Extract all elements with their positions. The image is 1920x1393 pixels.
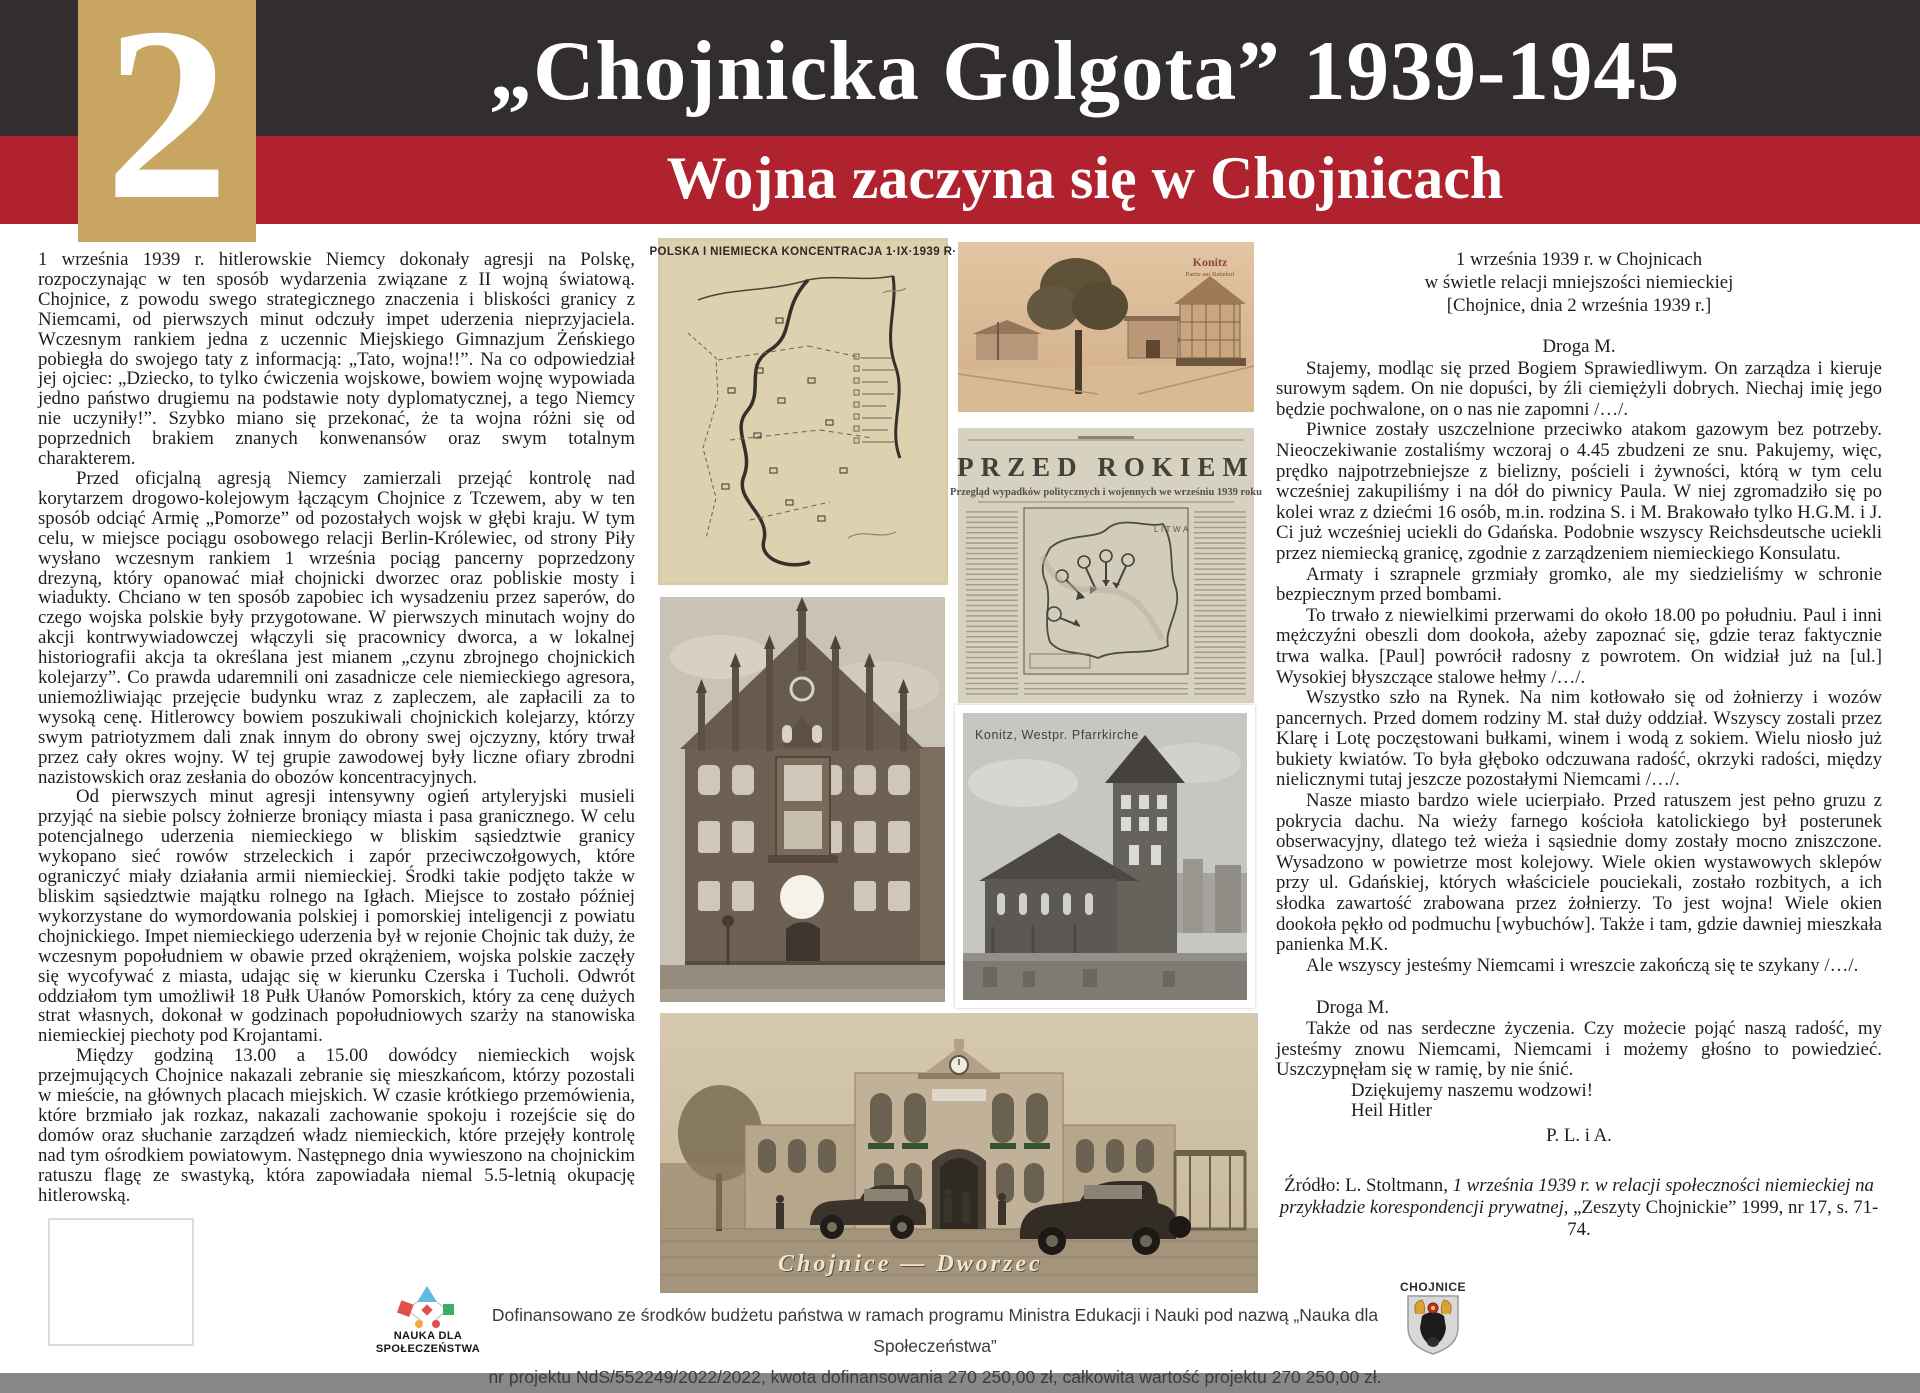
right-text-column	[1276, 248, 1882, 1241]
postcard-subcaption: Partie am Bahnhof	[1185, 271, 1235, 278]
paragraph: Stajemy, modląc się przed Bogiem Sprawiedliwym. On zarządza i kieruje surowym sądem. On nie dopuści, by źli ciemiężyli dobrych. Niechaj imię jego będzie pochwalone, on o nas nie zapomni /…/.	[1276, 357, 1882, 420]
newspaper-clipping-photo	[950, 428, 1262, 703]
letter-body-2	[1276, 1019, 1882, 1081]
letter-body-1	[1276, 359, 1882, 977]
newspaper-subhead: Przegląd wypadków politycznych i wojennych we wrześniu 1939 roku	[950, 487, 1262, 498]
source-citation	[1276, 1175, 1882, 1241]
station-caption: Chojnice — Dworzec	[778, 1251, 1043, 1277]
letter-heading-line2: w świetle relacji mniejszości niemieckiej	[1424, 272, 1734, 293]
newspaper-headline: PRZED ROKIEM	[957, 452, 1255, 482]
station-photo	[660, 1013, 1258, 1293]
postcard-caption: Konitz	[1192, 255, 1228, 269]
map-photo	[649, 238, 957, 585]
letter-heading-line1: 1 września 1939 r. w Chojnicach	[1455, 249, 1703, 270]
chojnice-crest-icon	[1404, 1294, 1462, 1356]
letter-heil-line: Heil Hitler	[1351, 1100, 1432, 1122]
paragraph: Armaty i szrapnele grzmiały gromko, ale my siedzieliśmy w schronie bezpiecznym przed bombami.	[1276, 563, 1882, 606]
newspaper-map-label: LITWA	[1154, 525, 1191, 534]
page-subtitle: Wojna zaczyna się w Chojnicach	[666, 145, 1504, 211]
paragraph: Przed oficjalną agresją Niemcy zamierzali przejąć kontrolę nad korytarzem drogowo-kolejowym łączącym Chojnice z Tczewem, aby w ten sposób odciąć Armię „Pomorze” od pozostałych wojsk w głębi kraju. W tym celu, w miejsce pociągu osobowego relacji Berlin-Królewiec, od strony Piły wysłano wczesnym rankiem 1 września pociąg pancerny poprzedzony drezyną, który opanować miał chojnicki dworzec oraz pobliskie mosty i wiadukty. Chciano w ten sposób zapobiec ich wysadzeniu przez saperów, do czego wojska polskie były przygotowane. W pierwszych minutach wojny do akcji kontrwywiadowczej włączyli się pracownicy dworca, a w lokalnej historiografii akcja ta określana jest mianem „czynu zbrojnego chojnickich kolejarzy”. Co prawda udaremnili oni zasadnicze cele niemieckiego agresora, uniemożliwiając przejęcie budynku wraz z zapleczem, ale zapłacili za to wysoką cenę. Hitlerowcy bowiem poszukiwali chojnickich kolejarzy, którzy swym patriotyzmem dali znak innym do obrony swej ojczyzny, który trwał przez cały okres wojny. W tej grupie zawodowej były liczne ofiary zbrodni nazistowskich oraz zesłania do obozów koncentracyjnych.	[38, 467, 635, 788]
letter-salutation-1: Droga M.	[1542, 336, 1616, 357]
source-title: 1 września 1939 r. w relacji społeczności niemieckiej na przykładzie korespondencji prywatnej	[1279, 1174, 1874, 1218]
station-illustration	[660, 1013, 1258, 1293]
map-illustration	[649, 238, 957, 585]
paragraph: Nasze miasto bardzo wiele ucierpiało. Przed ratuszem jest pełno gruzu z pokrycia dachu. Na wieży farnego kościoła katolickiego był posterunek obserwacyjny, dlatego też wieża i sąsiednie domy zostały mocno zniszczone. Wysadzono w powietrze most kolejowy. Wiele okien wystawowych sklepów przy ul. Gdańskiej, których właściciele pouciekali, zostało rozbitych, a ich słodka zawartość zrabowana przez żołnierzy. To jest wojna! Wiele okien dookoła pękło od podmuchu [wybuchów]. Także i tam, gdzie dawniej mieszkała panienka M.K.	[1276, 790, 1882, 956]
church-caption: Konitz, Westpr. Pfarrkirche	[975, 728, 1139, 742]
postcard-photo	[958, 242, 1254, 412]
source-prefix: Źródło: L. Stoltmann,	[1284, 1174, 1453, 1196]
letter-heading-line3: [Chojnice, dnia 2 września 1939 r.]	[1446, 295, 1712, 316]
funding-text	[480, 1300, 1390, 1393]
nauka-logo-icon	[389, 1284, 467, 1330]
postcard-illustration	[958, 242, 1254, 412]
nauka-label-line1: NAUKA DLA	[393, 1330, 463, 1342]
chojnice-crest	[1398, 1280, 1468, 1361]
church-photo	[955, 705, 1255, 1008]
left-text-column	[38, 250, 635, 1206]
paragraph: Od pierwszych minut agresji intensywny ogień artyleryjski musieli przyjąć na siebie polscy żołnierze broniący miasta i pasa granicznego. W celu potencjalnego uderzenia niemieckiego w bliskim sąsiedztwie granicy wykopano sieć rowów strzeleckich i zapór przeciwczołgowych, które ograniczyć miały działania armii niemieckiej. Środki takie podjęto także w bliskim sąsiedztwie majątku rolnego na Igłach. Miejsce to zostało później wykorzystane do wymordowania polskiej i pomorskiej inteligencji z powiatu chojnickiego. Impet niemieckiego uderzenia był w rejonie Chojnic tak duży, że wczesnym popołudniem w obawie przed okrążeniem, wojska polskie zaczęły się wycofywać z miasta, udając się w kierunku Czerska i Tucholi. Odwrót oddziałom tym umożliwił 18 Pułk Ułanów Pomorskich, który za cenę dużych strat własnych, dokonał w godzinach popołudniowych szarży na stanowiska niemieckiej piechoty pod Krojantami.	[38, 786, 635, 1047]
paragraph: 1 września 1939 r. hitlerowskie Niemcy dokonały agresji na Polskę, rozpoczynając w ten sposób wydarzenia związane z II wojną światową. Chojnice, z powodu swego strategicznego znaczenia i bliskości granicy z Niemcami, od pierwszych minut odczuły impet uderzenia nieprzyjaciela. Wczesnym rankiem jedna z uczennic Miejskiego Gimnazjum Żeńskiego pobiegła do swojego taty z informacją: „Tato, wojna!!”. Na co odpowiedział jej ojciec: „Dziecko, to tylko ćwiczenia wojskowe, bowiem wojnę wypowiada jedno państwo drugiemu na podstawie noty dyplomatycznej, a tego Niemcy nie uczyniły!”. Szybko miano się przekonać, że ta wojna różni się od poprzednich brakiem znanych konwenansów oraz swym totalnym charakterem.	[38, 249, 635, 470]
paragraph: Także od nas serdeczne życzenia. Czy możecie pojąć naszą radość, my jesteśmy znowu Niemcami, Niemcami i możemy głośno to powiedzieć. Uszczypnęłam się w ramię, by nie śnić.	[1276, 1018, 1882, 1081]
paragraph: Między godziną 13.00 a 15.00 dowódcy niemieckich wojsk przejmujących Chojnice nakazali zebranie się mieszkańcom, którzy pozostali w mieście, na głównych placach miejskich. W czasie krótkiego przemówienia, które brzmiało jak rozkaz, nakazali zachowanie spokoju i rozejście się do domów oraz słuchanie zarządzeń władz niemieckich, które przejęły kontrolę nad tym ośrodkiem powiatowym. Następnego dnia wywieszono na chojnickim ratuszu flagę ze swastyką, która zapowiadała niemal 5.5-letnią okupację hitlerowską.	[38, 1045, 635, 1206]
empty-placeholder-box	[48, 1218, 194, 1346]
nauka-label-line2: SPOŁECZEŃSTWA	[375, 1342, 481, 1355]
letter-salutation-2: Droga M.	[1316, 997, 1390, 1019]
paragraph: Piwnice zostały uszczelnione przeciwko atakom gazowym bez potrzeby. Nieoczekiwanie zostaliśmy wczoraj o 4.45 zbudzeni ze snu. Pakujemy, więc, prędko najpotrzebniejsze z bielizny, pościeli i żywności, którą w tym celu wcześniej zakupiliśmy i na dół do piwnicy Paula. W niej zgromadziło się po kolei wraz z dziećmi 16 osób, m.in. rodzina S. i M. Brakowało tylko H.G.M. i J. Ci już wcześniej uciekli do Gdańska. Podobnie wszyscy Reichsdeutsche uciekli przez niemiecką granicę, zgodnie z zarządzeniem niemieckiego Konsulatu.	[1276, 419, 1882, 564]
chojnice-crest-label: CHOJNICE	[1399, 1280, 1466, 1294]
letter-heading	[1276, 248, 1882, 317]
funding-line2: nr projektu NdS/552249/2022/2022, kwota dofinansowania 270 250,00 zł, całkowita wartość projektu 270 250,00 zł.	[488, 1367, 1382, 1387]
paragraph: Wszystko szło na Rynek. Na nim kotłowało się od żołnierzy i wozów pancernych. Przed domem rodziny M. stał duży oddział. Wszyscy zostali przez Klarę i Lotę poczęstowani bułkami, winem i wodą z sokiem. Wielu niosło już bukiety kwiatów. To była głęboko odczuwana radość, okrzyki radości, między nielicznymi tutaj jeszcze pozostałymi Niemcami /…/.	[1276, 687, 1882, 791]
letter-signature: P. L. i A.	[1546, 1124, 1612, 1146]
panel-number-box	[78, 0, 256, 251]
newspaper-illustration	[950, 428, 1262, 703]
funding-line1: Dofinansowano ze środków budżetu państwa w ramach programu Ministra Edukacji i Nauki pod nazwą „Nauka dla Społeczeństwa”	[491, 1305, 1379, 1356]
gothic-building-photo	[660, 597, 945, 1002]
paragraph: Ale wszyscy jesteśmy Niemcami i wreszcie zakończą się te szykany /…/.	[1306, 954, 1859, 976]
letter-thanks-line: Dziękujemy naszemu wodzowi!	[1351, 1079, 1593, 1101]
map-title: POLSKA I NIEMIECKA KONCENTRACJA 1·IX·1939 R·	[649, 246, 957, 258]
church-illustration	[963, 713, 1247, 1000]
source-suffix: , „Zeszyty Chojnickie” 1999, nr 17, s. 71-74.	[1563, 1196, 1879, 1240]
nauka-dla-spoleczenstwa-logo	[368, 1284, 488, 1355]
gothic-building-illustration	[660, 597, 945, 1002]
paragraph: To trwało z niewielkimi przerwami do około 18.00 po południu. Paul i inni mężczyźni obeszli dom dookoła, ażeby zapoznać się, gdzie teraz faktycznie trwa walka. [Paul] powrócił radosny z powrotem. On widział już na [ul.] Wysokiej błyszczące stalowe hełmy /…/.	[1276, 604, 1882, 688]
page-title: „Chojnicka Golgota” 1939-1945	[489, 24, 1681, 118]
panel-number: 2	[105, 0, 229, 251]
